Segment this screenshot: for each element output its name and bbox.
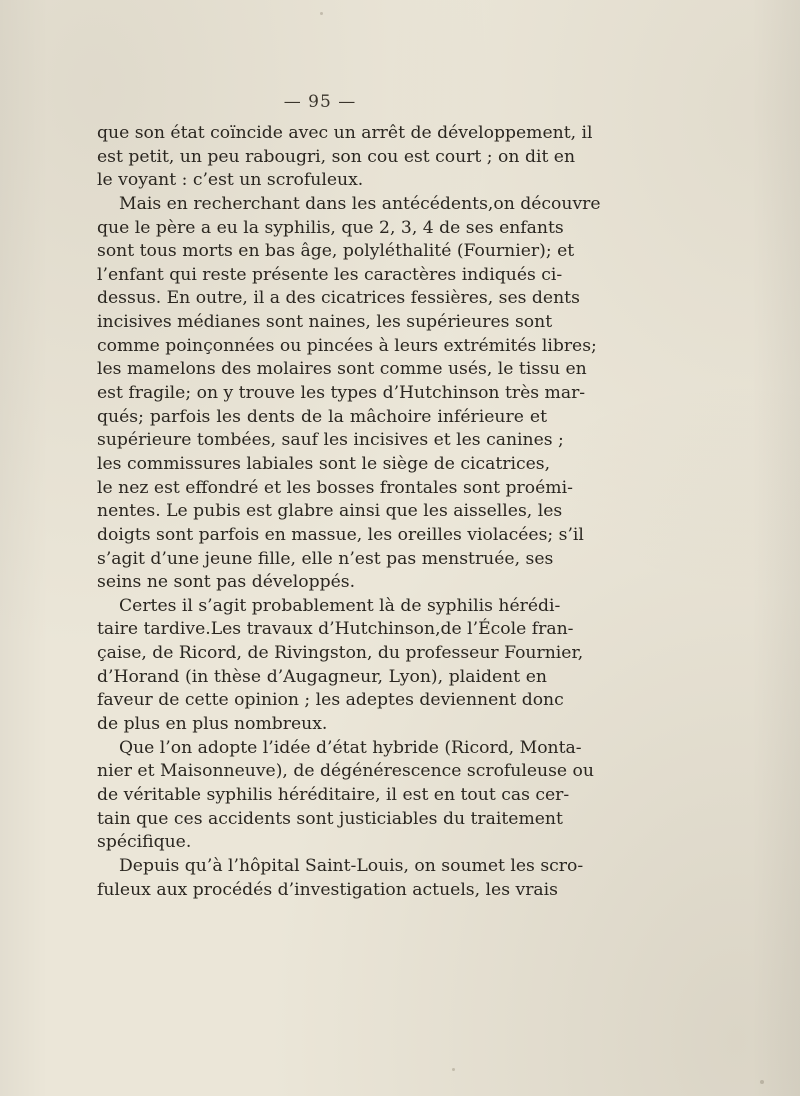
text-line: sont tous morts en bas âge, polyléthalité (Fournier); et	[97, 241, 575, 262]
text-line: les commissures labiales sont le siège de cicatrices,	[97, 453, 551, 474]
text-line: est fragile; on y trouve les types d’Hutchinson très mar-	[97, 383, 586, 404]
text-line: çaise, de Ricord, de Rivingston, du professeur Fournier,	[97, 643, 584, 664]
page-number: — 95 —	[283, 92, 357, 112]
text-line: le nez est effondré et les bosses frontales sont proémi-	[97, 477, 573, 498]
text-line: d’Horand (in thèse d’Augagneur, Lyon), plaident en	[97, 666, 547, 687]
text-line: s’agit d’une jeune fille, elle n’est pas menstruée, ses	[97, 548, 554, 569]
text-line: de plus en plus nombreux.	[97, 714, 328, 735]
paper-speck	[320, 12, 323, 15]
text-line: nier et Maisonneuve), de dégénérescence scrofuleuse ou	[97, 761, 594, 782]
text-line: de véritable syphilis héréditaire, il est en tout cas cer-	[97, 784, 570, 805]
text-line: que le père a eu la syphilis, que 2, 3, 4 de ses enfants	[97, 217, 564, 238]
text-line: l’enfant qui reste présente les caractères indiqués ci-	[97, 264, 563, 285]
body-text	[97, 122, 601, 902]
paper-speck	[760, 1080, 764, 1084]
text-line: seins ne sont pas développés.	[97, 572, 356, 593]
paper-speck	[452, 1068, 455, 1071]
text-line: Certes il s’agit probablement là de syphilis hérédi-	[119, 595, 561, 616]
text-line: les mamelons des molaires sont comme usés, le tissu en	[97, 359, 587, 380]
text-line: supérieure tombées, sauf les incisives et les canines ;	[97, 430, 564, 451]
text-line: que son état coïncide avec un arrêt de développement, il	[97, 123, 593, 143]
text-line: dessus. En outre, il a des cicatrices fessières, ses dents	[97, 288, 580, 309]
text-line: taire tardive.Les travaux d’Hutchinson,de l’École fran-	[97, 619, 574, 640]
text-line: le voyant : c’est un scrofuleux.	[97, 170, 364, 191]
text-line: faveur de cette opinion ; les adeptes deviennent donc	[97, 690, 564, 711]
text-line: tain que ces accidents sont justiciables du traitement	[97, 808, 563, 829]
text-line: comme poinçonnées ou pincées à leurs extrémités libres;	[97, 335, 597, 356]
text-line: est petit, un peu rabougri, son cou est court ; on dit en	[97, 146, 576, 167]
text-line: qués; parfois les dents de la mâchoire inférieure et	[97, 406, 547, 427]
text-line: Depuis qu’à l’hôpital Saint-Louis, on soumet les scro-	[119, 855, 584, 876]
text-line: nentes. Le pubis est glabre ainsi que les aisselles, les	[97, 501, 563, 522]
text-line: Mais en recherchant dans les antécédents,on découvre	[119, 193, 601, 214]
text-line: spécifique.	[97, 832, 192, 853]
text-line: fuleux aux procédés d’investigation actuels, les vrais	[97, 879, 558, 900]
text-line: doigts sont parfois en massue, les oreilles violacées; s’il	[97, 524, 584, 545]
text-line: incisives médianes sont naines, les supérieures sont	[97, 312, 553, 333]
text-line: Que l’on adopte l’idée d’état hybride (Ricord, Monta-	[119, 737, 582, 758]
